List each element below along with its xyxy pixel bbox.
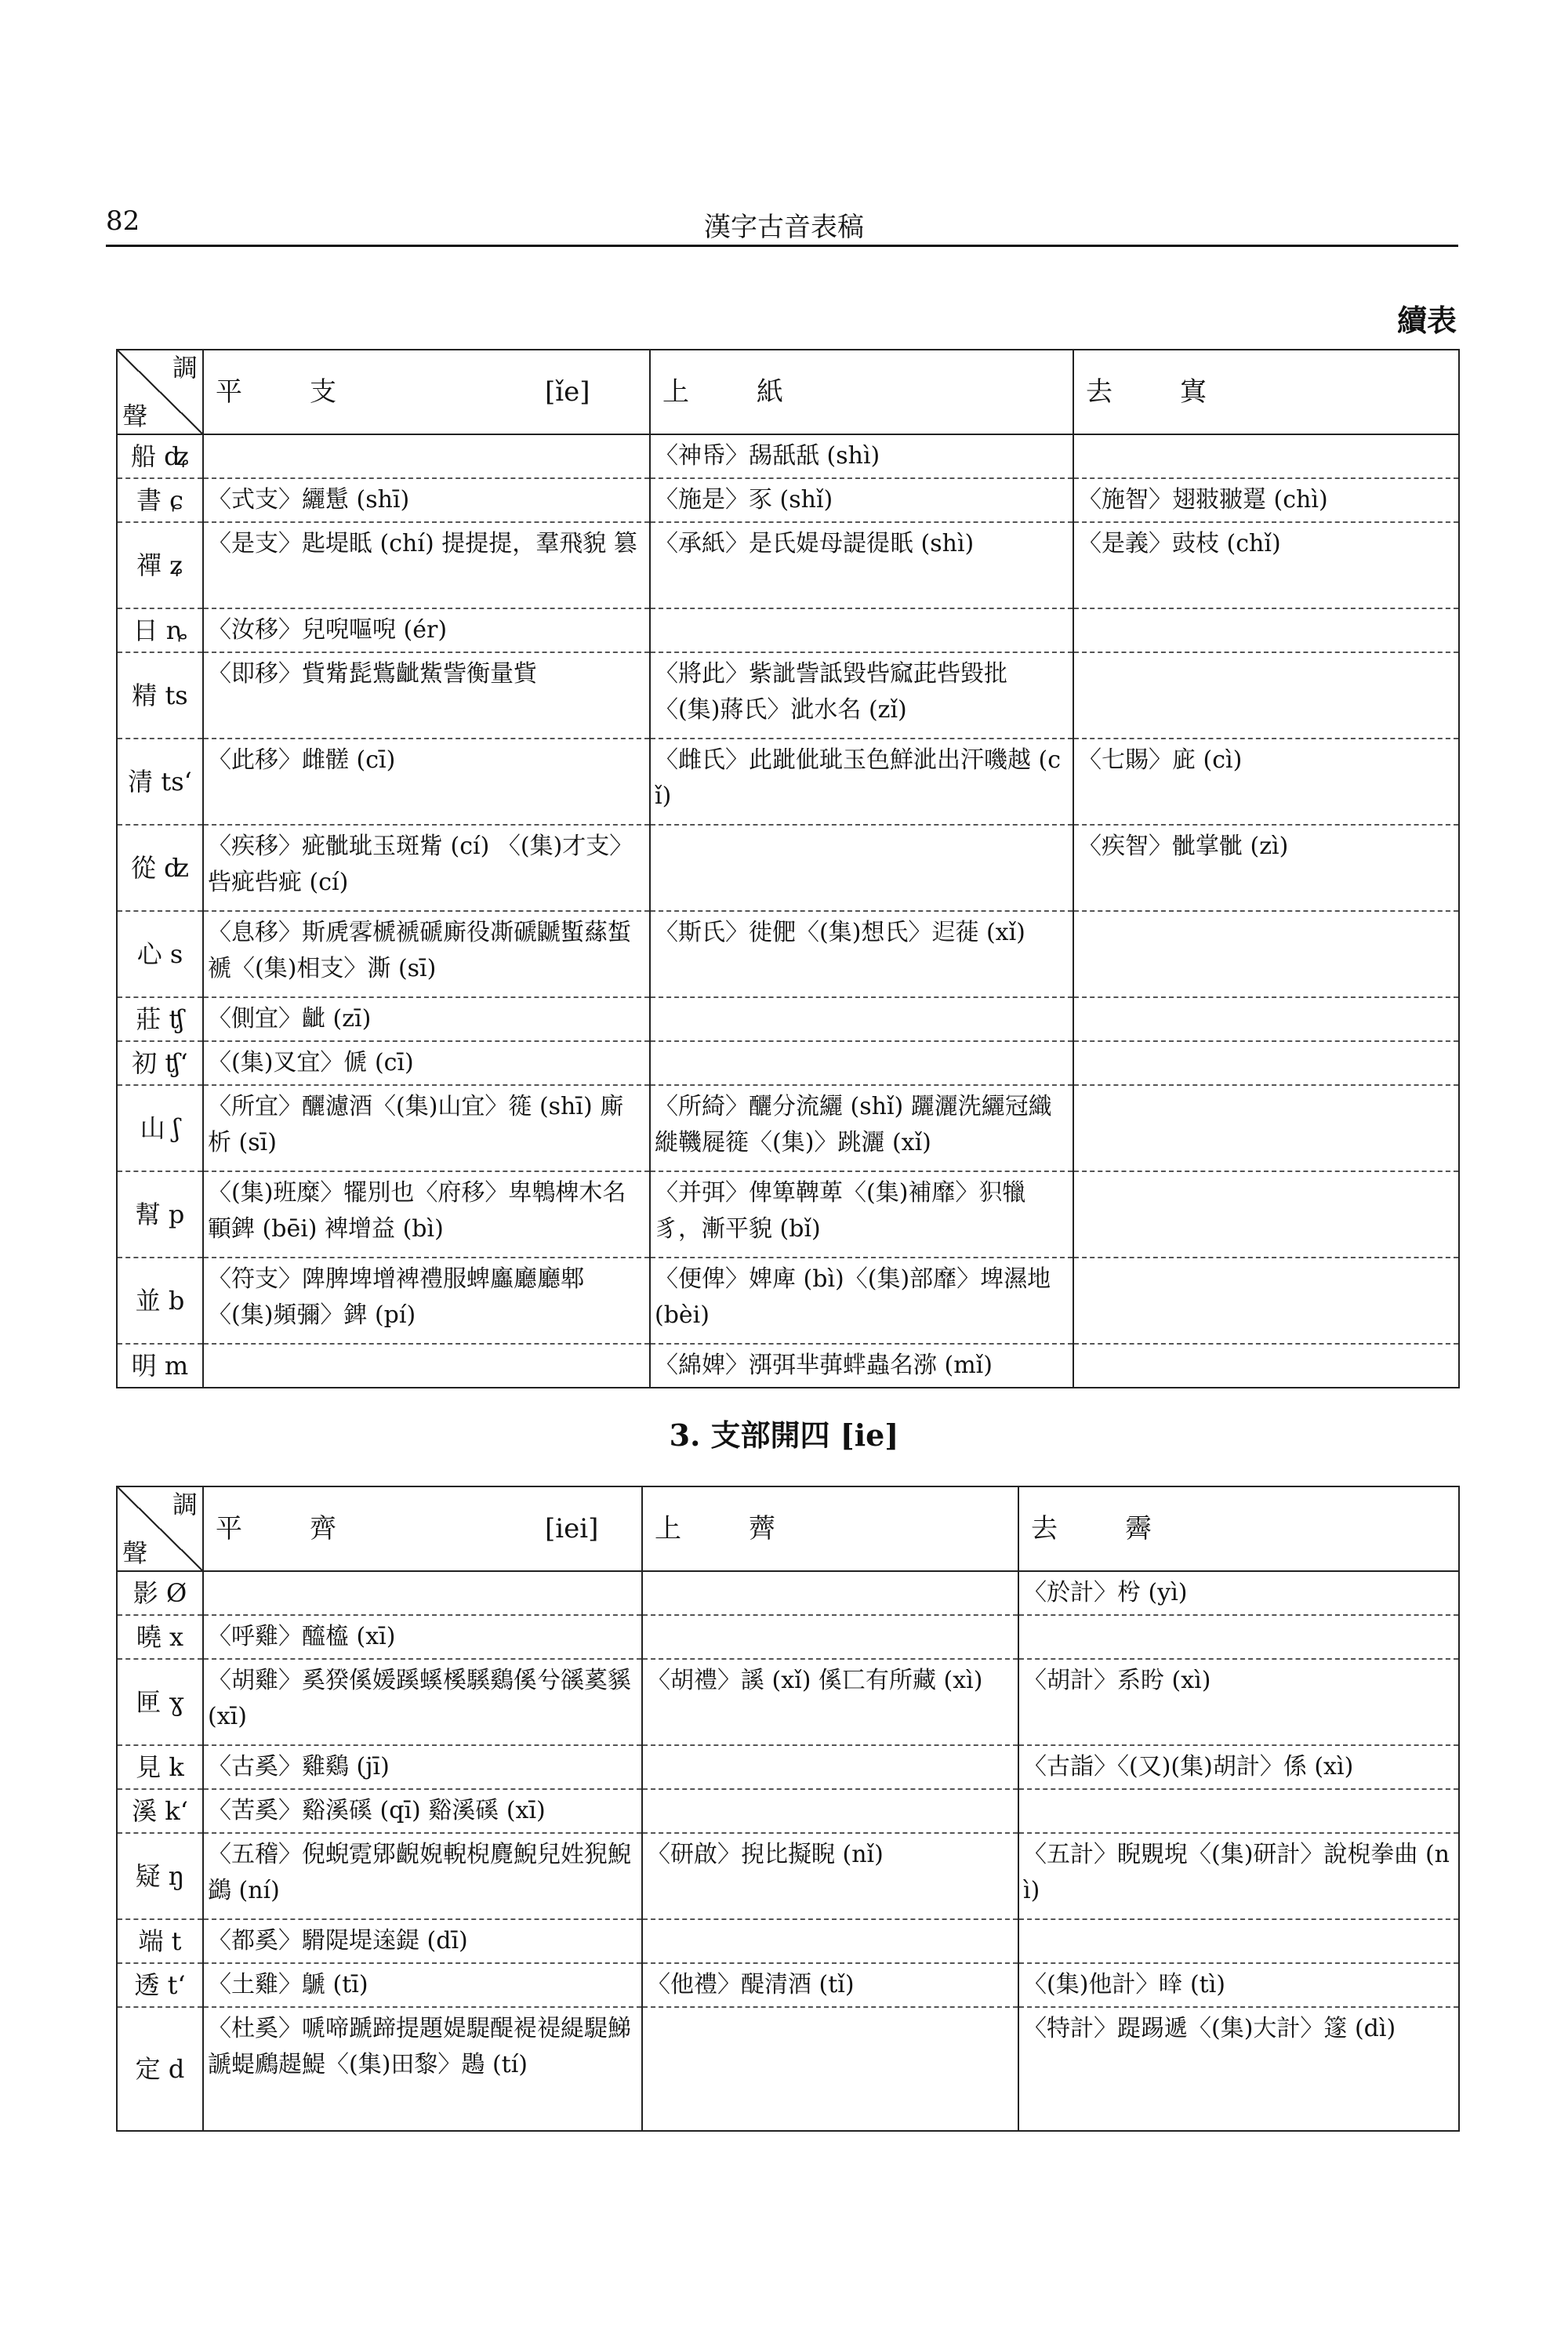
shang-cell: 〈研啟〉掜比擬睨 (nǐ) xyxy=(642,1833,1018,1919)
rhyme-label: 齊 xyxy=(310,1513,336,1544)
rhyme-table-2 xyxy=(116,1486,1460,2132)
rhyme-label: 霽 xyxy=(1125,1513,1152,1544)
tone-label: 上 xyxy=(655,1513,681,1544)
ping-cell: 〈是支〉匙堤眡 (chí) 提提提，羣飛貌 篡 xyxy=(203,522,650,608)
shang-cell: 〈神帋〉舓舐舐 (shì) xyxy=(650,434,1073,478)
table-row xyxy=(117,1833,1459,1919)
rhyme-label: 薺 xyxy=(749,1513,775,1544)
rhyme-label: 支 xyxy=(310,376,336,408)
tone-label: 去 xyxy=(1031,1513,1058,1544)
corner-initial-label: 聲 xyxy=(122,1538,148,1568)
qu-cell xyxy=(1073,1258,1459,1344)
initial-cell: 明 m xyxy=(117,1344,203,1388)
ping-cell: 〈此移〉雌髊 (cī) xyxy=(203,739,650,825)
table-header-row xyxy=(117,1486,1459,1571)
shang-cell xyxy=(650,1041,1073,1085)
table-row xyxy=(117,1171,1459,1258)
ping-cell: 〈汝移〉兒唲嘔唲 (ér) xyxy=(203,608,650,652)
header-rule xyxy=(106,245,1458,247)
qu-cell xyxy=(1018,1615,1459,1659)
shang-cell xyxy=(642,1919,1018,1963)
table-row xyxy=(117,825,1459,911)
ping-cell: 〈符支〉陴脾埤增裨禮服蜱蠯廳廳郫〈(集)頻彌〉錍 (pí) xyxy=(203,1258,650,1344)
table-row xyxy=(117,1041,1459,1085)
col-header-shang xyxy=(650,350,1073,434)
initial-cell: 見 k xyxy=(117,1745,203,1789)
ping-cell: 〈土雞〉鷈 (tī) xyxy=(203,1963,642,2007)
shang-cell: 〈承紙〉是氏媞母諟徥眂 (shì) xyxy=(650,522,1073,608)
ping-cell: 〈五稽〉倪蜺霓郳齯婗輗棿麑鯢兒姓猊鯢鷁 (ní) xyxy=(203,1833,642,1919)
ping-cell: 〈即移〉貲觜髭鴜齜鮆訾衡量貲 xyxy=(203,652,650,739)
initial-cell: 船 ʥ xyxy=(117,434,203,478)
corner-initial-label: 聲 xyxy=(122,401,148,431)
shang-cell xyxy=(650,825,1073,911)
tone-label: 上 xyxy=(662,376,689,408)
shang-cell: 〈他禮〉醍清酒 (tǐ) xyxy=(642,1963,1018,2007)
ping-cell: 〈所宜〉釃濾酒〈(集)山宜〉簁 (shī) 廝析 (sī) xyxy=(203,1085,650,1171)
table-row xyxy=(117,1963,1459,2007)
qu-cell: 〈是義〉豉枝 (chǐ) xyxy=(1073,522,1459,608)
rhyme-label: 紙 xyxy=(757,376,783,408)
qu-cell xyxy=(1073,652,1459,739)
shang-cell: 〈雌氏〉此跐佌玼玉色鮮泚出汗嘰越 (cǐ) xyxy=(650,739,1073,825)
initial-cell: 從 ʣ xyxy=(117,825,203,911)
table-row xyxy=(117,997,1459,1041)
ping-cell: 〈(集)叉宜〉傂 (cī) xyxy=(203,1041,650,1085)
shang-cell: 〈將此〉紫訿訾詆毀呰窳茈呰毀批〈(集)蔣氏〉泚水名 (zǐ) xyxy=(650,652,1073,739)
shang-cell: 〈便俾〉婢庳 (bì)〈(集)部靡〉埤濕地 (bèi) xyxy=(650,1258,1073,1344)
shang-cell xyxy=(642,1615,1018,1659)
table-corner xyxy=(117,350,203,434)
shang-cell: 〈施是〉豕 (shǐ) xyxy=(650,478,1073,522)
rhyme-label: 寘 xyxy=(1180,376,1207,408)
ipa-label: [iei] xyxy=(545,1513,599,1544)
shang-cell xyxy=(650,997,1073,1041)
ping-cell: 〈都奚〉䮩隄堤𨓫鍉 (dī) xyxy=(203,1919,642,1963)
shang-cell: 〈胡禮〉謑 (xǐ) 傒匸有所藏 (xì) xyxy=(642,1659,1018,1745)
continued-label: 續表 xyxy=(1396,303,1457,338)
table-row xyxy=(117,1789,1459,1833)
initial-cell: 清 ts‘ xyxy=(117,739,203,825)
initial-cell: 溪 k‘ xyxy=(117,1789,203,1833)
table-row xyxy=(117,739,1459,825)
ping-cell: 〈疾移〉疵骴玼玉斑觜 (cí) 〈(集)才支〉呰疵呰疵 (cí) xyxy=(203,825,650,911)
ping-cell xyxy=(203,434,650,478)
initial-cell: 曉 x xyxy=(117,1615,203,1659)
initial-cell: 端 t xyxy=(117,1919,203,1963)
qu-cell: 〈特計〉踶踢遞〈(集)大計〉篴 (dì) xyxy=(1018,2007,1459,2131)
ping-cell: 〈杜奚〉嗁啼蹏蹄提題媞騠醍褆禔緹騠鮷謕蝭鷉趧鯷〈(集)田黎〉鶗 (tí) xyxy=(203,2007,642,2131)
shang-cell xyxy=(650,608,1073,652)
corner-tone-label: 調 xyxy=(172,1490,198,1519)
initial-cell: 初 ʧ‘ xyxy=(117,1041,203,1085)
ping-cell: 〈呼雞〉醯橀 (xī) xyxy=(203,1615,642,1659)
shang-cell: 〈綿婢〉渳弭芈葞蝆蟲名㳽 (mǐ) xyxy=(650,1344,1073,1388)
table-row xyxy=(117,478,1459,522)
initial-cell: 山 ʃ xyxy=(117,1085,203,1171)
shang-cell xyxy=(642,1571,1018,1615)
qu-cell: 〈施智〉翅翄翍翨 (chì) xyxy=(1073,478,1459,522)
table-corner xyxy=(117,1486,203,1571)
qu-cell xyxy=(1073,997,1459,1041)
qu-cell: 〈於計〉枍 (yì) xyxy=(1018,1571,1459,1615)
table-row xyxy=(117,911,1459,997)
table-row xyxy=(117,608,1459,652)
initial-cell: 書 ɕ xyxy=(117,478,203,522)
qu-cell xyxy=(1073,608,1459,652)
qu-cell xyxy=(1073,1041,1459,1085)
tone-label: 平 xyxy=(216,1513,242,1544)
shang-cell xyxy=(642,1789,1018,1833)
tone-label: 去 xyxy=(1086,376,1112,408)
ping-cell xyxy=(203,1344,650,1388)
qu-cell: 〈(集)他計〉𥈖 (tì) xyxy=(1018,1963,1459,2007)
table-row xyxy=(117,652,1459,739)
initial-cell: 透 t‘ xyxy=(117,1963,203,2007)
table-row xyxy=(117,1571,1459,1615)
qu-cell: 〈胡計〉系盻 (xì) xyxy=(1018,1659,1459,1745)
qu-cell: 〈五計〉睨覞堄〈(集)研計〉說棿拳曲 (nì) xyxy=(1018,1833,1459,1919)
shang-cell: 〈所綺〉釃分流纚 (shǐ) 躧灑洗纚冠織縰鞿屣簁〈(集)〉跳灑 (xǐ) xyxy=(650,1085,1073,1171)
initial-cell: 定 d xyxy=(117,2007,203,2131)
section-title: 3. 支部開四 [ie] xyxy=(669,1417,899,1453)
table-row xyxy=(117,434,1459,478)
qu-cell xyxy=(1018,1919,1459,1963)
ping-cell: 〈(集)班糜〉犤別也〈府移〉卑鵯椑木名顐錍 (bēi) 裨增益 (bì) xyxy=(203,1171,650,1258)
ipa-label: [ǐe] xyxy=(545,376,590,408)
ping-cell xyxy=(203,1571,642,1615)
initial-cell: 疑 ŋ xyxy=(117,1833,203,1919)
corner-tone-label: 調 xyxy=(172,353,198,383)
ping-cell: 〈胡雞〉奚猤傒媛蹊螇榽騱鷄傒兮豀蒵貕 (xī) xyxy=(203,1659,642,1745)
initial-cell: 日 ȵ xyxy=(117,608,203,652)
qu-cell: 〈古詣〉〈(又)(集)胡計〉係 (xì) xyxy=(1018,1745,1459,1789)
qu-cell xyxy=(1073,1085,1459,1171)
table-row xyxy=(117,1344,1459,1388)
shang-cell: 〈斯氏〉徙俷〈(集)想氏〉𨒈蓰 (xǐ) xyxy=(650,911,1073,997)
qu-cell xyxy=(1073,911,1459,997)
qu-cell xyxy=(1073,434,1459,478)
initial-cell: 莊 ʧ xyxy=(117,997,203,1041)
qu-cell xyxy=(1073,1344,1459,1388)
initial-cell: 並 b xyxy=(117,1258,203,1344)
qu-cell: 〈疾智〉骴掌骴 (zì) xyxy=(1073,825,1459,911)
table-row xyxy=(117,2007,1459,2131)
ping-cell: 〈古奚〉雞鷄 (jī) xyxy=(203,1745,642,1789)
table-header-row xyxy=(117,350,1459,434)
shang-cell: 〈并弭〉俾箄鞞萆〈(集)補靡〉𤝖犣豸，漸平貌 (bǐ) xyxy=(650,1171,1073,1258)
table-row xyxy=(117,1659,1459,1745)
col-header-ping xyxy=(203,350,650,434)
col-header-qu xyxy=(1073,350,1459,434)
page-number: 82 xyxy=(106,205,140,237)
ping-cell: 〈側宜〉齜 (zī) xyxy=(203,997,650,1041)
initial-cell: 影 Ø xyxy=(117,1571,203,1615)
table-row xyxy=(117,522,1459,608)
initial-cell: 精 ts xyxy=(117,652,203,739)
ping-cell: 〈式支〉纚䰄 (shī) xyxy=(203,478,650,522)
ping-cell: 〈苦奚〉谿溪磎 (qī) 谿溪磎 (xī) xyxy=(203,1789,642,1833)
qu-cell xyxy=(1073,1171,1459,1258)
table-row xyxy=(117,1919,1459,1963)
running-title: 漢字古音表稿 xyxy=(704,212,864,243)
table-row xyxy=(117,1258,1459,1344)
shang-cell xyxy=(642,2007,1018,2131)
qu-cell: 〈七賜〉庛 (cì) xyxy=(1073,739,1459,825)
shang-cell xyxy=(642,1745,1018,1789)
initial-cell: 匣 ɣ xyxy=(117,1659,203,1745)
initial-cell: 幫 p xyxy=(117,1171,203,1258)
col-header-shang xyxy=(642,1486,1018,1571)
qu-cell xyxy=(1018,1789,1459,1833)
rhyme-table-1 xyxy=(116,349,1460,1388)
table-row xyxy=(117,1085,1459,1171)
initial-cell: 禪 ʑ xyxy=(117,522,203,608)
table-row xyxy=(117,1745,1459,1789)
col-header-ping xyxy=(203,1486,642,1571)
initial-cell: 心 s xyxy=(117,911,203,997)
tone-label: 平 xyxy=(216,376,242,408)
table-row xyxy=(117,1615,1459,1659)
ping-cell: 〈息移〉斯虒𩂣榹褫磃廝役凘磃鼶蟴蕬蜤褫〈(集)相支〉澌 (sī) xyxy=(203,911,650,997)
col-header-qu xyxy=(1018,1486,1459,1571)
